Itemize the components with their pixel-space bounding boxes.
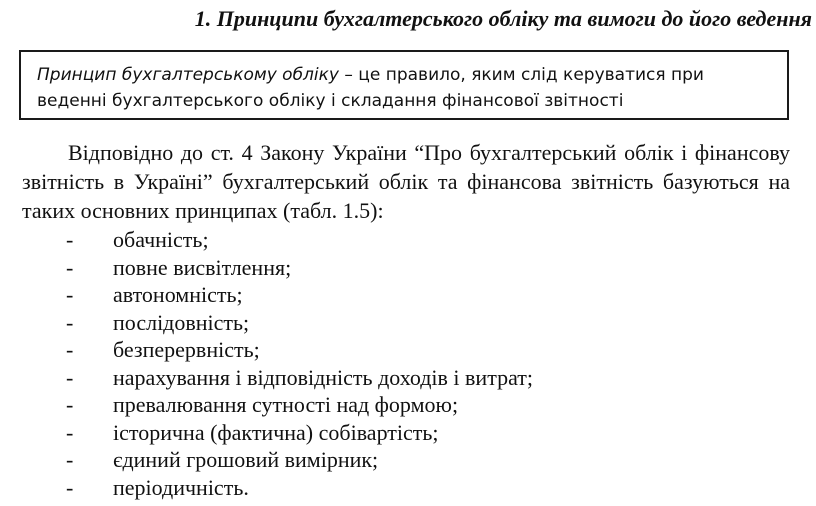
list-item-text: історична (фактична) собівартість;: [113, 419, 439, 445]
list-item: [0, 446, 800, 474]
list-item-text: періодичність.: [113, 474, 249, 500]
bullet-dash: -: [66, 392, 74, 417]
list-item: [0, 391, 800, 419]
definition-text: – це правило, яким слід керуватися при веденні бухгалтерського обліку і складання фінансової звітності: [37, 65, 704, 111]
bullet-dash: -: [66, 419, 74, 445]
list-item: [0, 364, 800, 392]
section-heading: 1. Принципи бухгалтерського обліку та вимоги до його ведення: [194, 6, 812, 31]
definition-box: [19, 50, 789, 120]
list-item-text: безперервність;: [113, 337, 260, 362]
list-item-text: автономність;: [113, 282, 243, 307]
list-item-text: обачність;: [113, 227, 209, 252]
list-item-text: нарахування і відповідність доходів і витрат;: [113, 364, 534, 390]
definition-term: Принцип бухгалтерському обліку: [37, 65, 339, 85]
list-item-text: превалювання сутності над формою;: [113, 392, 459, 417]
bullet-dash: -: [66, 309, 74, 335]
list-item: [0, 254, 800, 282]
bullet-dash: -: [66, 254, 74, 280]
bullet-dash: -: [66, 364, 74, 390]
bullet-dash: -: [66, 337, 74, 362]
bullet-dash: -: [66, 474, 74, 500]
list-item-text: повне висвітлення;: [113, 254, 292, 280]
bullet-dash: -: [66, 227, 74, 252]
list-item: [0, 474, 800, 502]
list-item: [0, 419, 800, 447]
list-item-text: єдиний грошовий вимірник;: [113, 447, 379, 472]
list-item-text: послідовність;: [113, 309, 250, 335]
bullet-dash: -: [66, 282, 74, 307]
intro-paragraph: Відповідно до ст. 4 Закону України “Про бухгалтерський облік і фінансову звітність в Україні” бухгалтерський облік та фінансова звітність базуються на таких основних принципах (табл. 1.5):: [22, 140, 790, 223]
list-item: [0, 336, 800, 364]
list-item: [0, 309, 800, 337]
list-item: [0, 281, 800, 309]
bullet-dash: -: [66, 447, 74, 472]
principles-list: [0, 226, 800, 501]
list-item: [0, 226, 800, 254]
